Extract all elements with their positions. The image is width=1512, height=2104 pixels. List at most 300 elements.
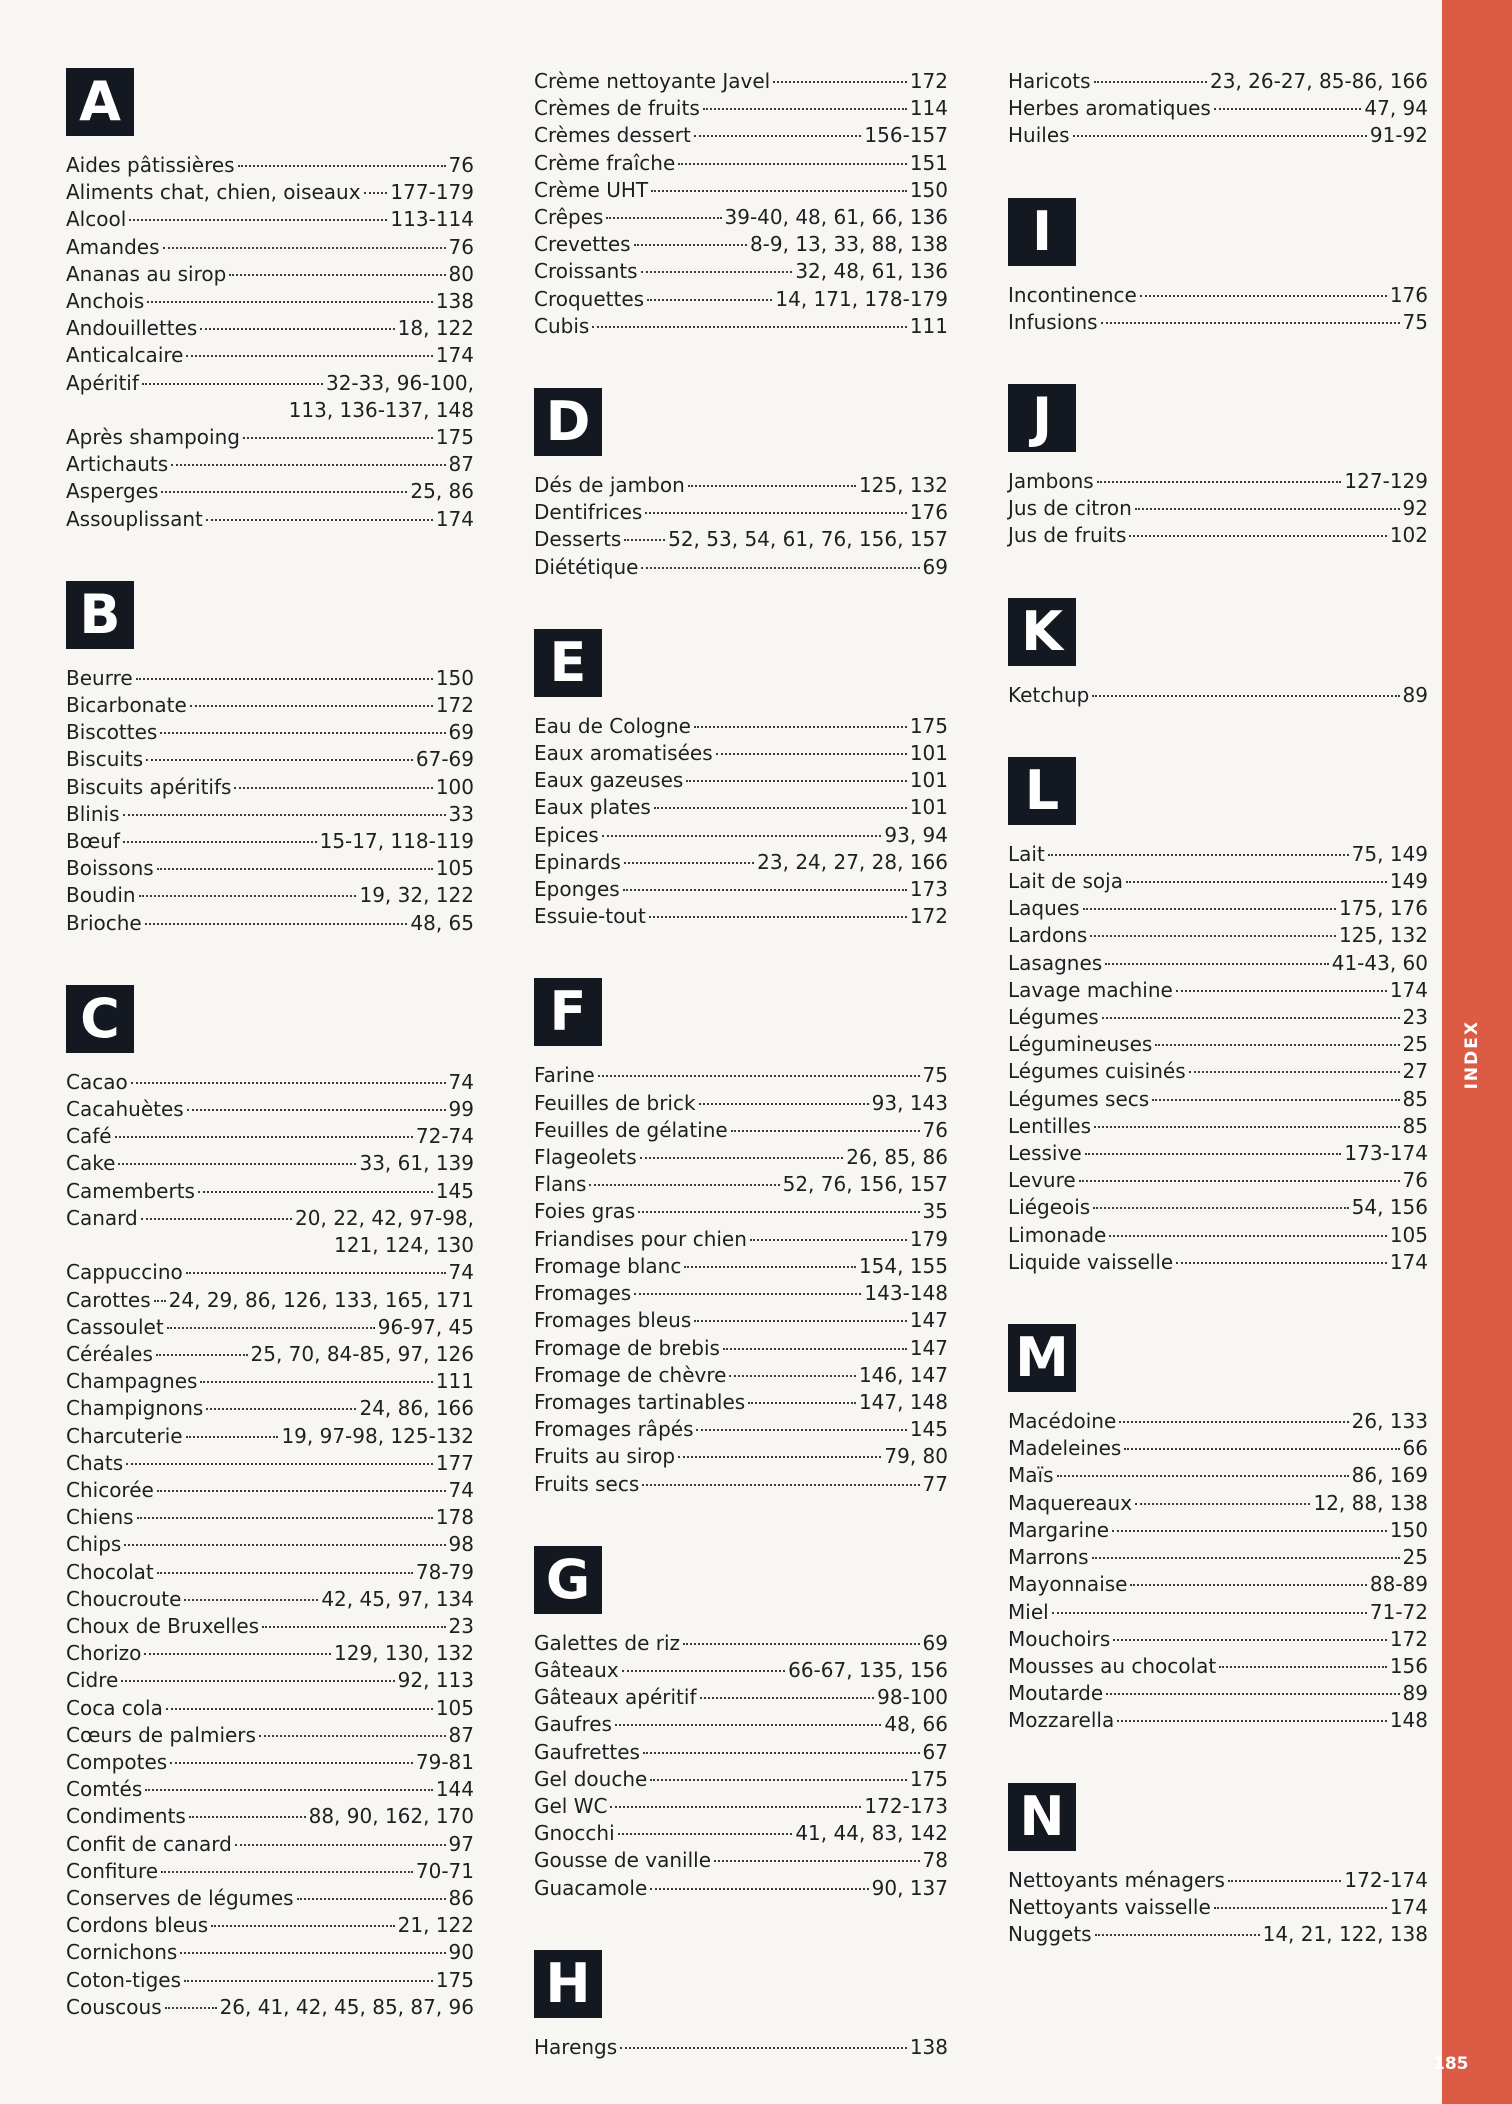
- index-entry: [66, 1803, 474, 1830]
- index-entry: [534, 2034, 948, 2061]
- entry-term: Liégeois: [1008, 1195, 1091, 1220]
- entry-term: Jus de fruits: [1008, 523, 1127, 548]
- index-entry: [534, 204, 948, 231]
- dot-leader: [186, 1436, 279, 1438]
- entry-pages: 19, 32, 122: [359, 883, 474, 908]
- entry-pages: 85: [1402, 1086, 1428, 1111]
- entry-term: Cubis: [534, 313, 590, 338]
- entry-pages: 75, 149: [1351, 841, 1428, 866]
- entry-term: Eaux gazeuses: [534, 768, 684, 793]
- entry-pages: 93, 94: [884, 822, 948, 847]
- index-entry: [534, 472, 948, 499]
- entry-term: Crèmes dessert: [534, 123, 691, 148]
- dot-leader: [602, 835, 882, 837]
- letter-heading-h: H: [534, 1950, 602, 2018]
- entry-term: Jus de citron: [1008, 496, 1132, 521]
- index-entry: [534, 68, 948, 95]
- entry-term: Gaufres: [534, 1712, 612, 1737]
- entry-pages: 175: [909, 713, 948, 738]
- dot-leader: [1214, 108, 1362, 110]
- entry-term: Gâteaux: [534, 1657, 619, 1682]
- entry-term: Alcool: [66, 207, 127, 232]
- entry-pages: 71-72: [1369, 1599, 1428, 1624]
- entry-term: Biscuits: [66, 747, 144, 772]
- entry-term: Blinis: [66, 801, 120, 826]
- entry-term: Incontinence: [1008, 282, 1137, 307]
- entry-term: Chiens: [66, 1505, 134, 1530]
- entry-term: Miel: [1008, 1599, 1049, 1624]
- entry-pages: 179: [909, 1226, 948, 1251]
- index-entry: [534, 1711, 948, 1738]
- index-entry: [1008, 1517, 1428, 1544]
- letter-heading-l: L: [1008, 757, 1076, 825]
- entry-term: Choux de Bruxelles: [66, 1613, 260, 1638]
- dot-leader: [589, 1184, 779, 1186]
- dot-leader: [1093, 1207, 1348, 1209]
- entry-term: Friandises pour chien: [534, 1226, 747, 1251]
- dot-leader: [634, 1293, 861, 1295]
- entry-pages: 89: [1402, 682, 1428, 707]
- index-entry: [1008, 1194, 1428, 1221]
- index-entry: [534, 1335, 948, 1362]
- entry-term: Fromage de brebis: [534, 1335, 720, 1360]
- entry-pages: 27: [1402, 1059, 1428, 1084]
- entry-term: Chips: [66, 1532, 122, 1557]
- entry-term: Légumineuses: [1008, 1032, 1153, 1057]
- dot-leader: [157, 1490, 446, 1492]
- dot-leader: [1112, 1530, 1387, 1532]
- entry-pages: 90, 137: [871, 1875, 948, 1900]
- entry-pages: 143-148: [864, 1281, 948, 1306]
- dot-leader: [1124, 1448, 1399, 1450]
- entry-pages: 69: [922, 554, 948, 579]
- dot-leader: [163, 247, 446, 249]
- index-entry: [66, 315, 474, 342]
- entry-term: Nettoyants ménagers: [1008, 1867, 1225, 1892]
- index-entry: [534, 231, 948, 258]
- index-entry: [534, 1117, 948, 1144]
- dot-leader: [137, 1517, 433, 1519]
- index-entry: [66, 1395, 474, 1422]
- dot-leader: [615, 1724, 881, 1726]
- index-entry: [66, 506, 474, 533]
- index-entry: [66, 1341, 474, 1368]
- index-entry: [66, 370, 474, 397]
- entry-pages: 80: [448, 261, 474, 286]
- index-entry: [534, 1793, 948, 1820]
- index-entry: [66, 1939, 474, 1966]
- entry-term: Ananas au sirop: [66, 261, 227, 286]
- entry-term: Champignons: [66, 1396, 204, 1421]
- entry-term: Eponges: [534, 877, 620, 902]
- entry-pages: 21, 122: [397, 1913, 474, 1938]
- section-c-entries: [66, 1069, 474, 2021]
- entry-pages: 54, 156: [1351, 1195, 1428, 1220]
- index-entry: [1008, 1140, 1428, 1167]
- letter-heading-m: M: [1008, 1324, 1076, 1392]
- index-entry: [534, 1144, 948, 1171]
- dot-leader: [1135, 1503, 1310, 1505]
- entry-pages: 105: [435, 856, 474, 881]
- letter-heading-j: J: [1008, 384, 1076, 452]
- entry-pages: 101: [909, 768, 948, 793]
- entry-term: Chorizo: [66, 1641, 142, 1666]
- index-entry: [1008, 841, 1428, 868]
- section-m-entries: [1008, 1408, 1428, 1734]
- letter-heading-d: D: [534, 388, 602, 456]
- entry-term: Céréales: [66, 1341, 153, 1366]
- index-entry: [66, 692, 474, 719]
- entry-pages: 111: [909, 313, 948, 338]
- index-entry: [66, 1586, 474, 1613]
- entry-pages: 77: [922, 1471, 948, 1496]
- dot-leader: [731, 1130, 920, 1132]
- entry-term: Galettes de riz: [534, 1630, 681, 1655]
- dot-leader: [1048, 854, 1349, 856]
- dot-leader: [234, 787, 432, 789]
- dot-leader: [166, 1708, 433, 1710]
- entry-pages: 156: [1389, 1653, 1428, 1678]
- entry-pages: 177: [435, 1450, 474, 1475]
- entry-term: Gâteaux apéritif: [534, 1685, 697, 1710]
- entry-term: Limonade: [1008, 1222, 1107, 1247]
- entry-pages: 105: [1389, 1222, 1428, 1247]
- index-entry: [66, 261, 474, 288]
- entry-term: Asperges: [66, 479, 159, 504]
- entry-pages: 150: [909, 177, 948, 202]
- letter-heading-g: G: [534, 1546, 602, 1614]
- entry-pages: 101: [909, 795, 948, 820]
- entry-pages: 92, 113: [397, 1668, 474, 1693]
- entry-pages: 138: [909, 2034, 948, 2059]
- entry-term: Crêpes: [534, 205, 604, 230]
- index-entry: [66, 1287, 474, 1314]
- entry-pages: 25: [1402, 1545, 1428, 1570]
- letter-heading-a: A: [66, 68, 134, 136]
- index-entry: [534, 150, 948, 177]
- index-entry: [1008, 122, 1428, 149]
- index-entry: [534, 554, 948, 581]
- entry-term: Infusions: [1008, 309, 1098, 334]
- index-entry: [534, 903, 948, 930]
- index-entry: [66, 1450, 474, 1477]
- dot-leader: [1155, 1044, 1399, 1046]
- dot-leader: [180, 1952, 445, 1954]
- index-entry: [534, 1198, 948, 1225]
- entry-pages: 121, 124, 130: [334, 1233, 474, 1258]
- dot-leader: [186, 355, 432, 357]
- dot-leader: [1117, 1720, 1387, 1722]
- index-entry: [66, 1695, 474, 1722]
- dot-leader: [686, 780, 906, 782]
- entry-pages: 23, 26-27, 85-86, 166: [1210, 69, 1428, 93]
- entry-term: Boudin: [66, 883, 136, 908]
- entry-pages: 8-9, 13, 33, 88, 138: [749, 232, 948, 257]
- entry-pages: 156-157: [864, 123, 948, 148]
- entry-term: Chicorée: [66, 1477, 154, 1502]
- entry-pages: 87: [448, 452, 474, 477]
- entry-term: Crème nettoyante Javel: [534, 69, 771, 93]
- letter-heading-c: C: [66, 985, 134, 1053]
- entry-pages: 172: [909, 904, 948, 929]
- index-entry: [1008, 682, 1428, 709]
- section-h-continued-entries: [1008, 68, 1428, 150]
- index-entry: [66, 1096, 474, 1123]
- entry-term: Fromages bleus: [534, 1308, 692, 1333]
- entry-pages: 12, 88, 138: [1313, 1490, 1428, 1515]
- index-entry: [66, 397, 474, 424]
- index-entry: [66, 1178, 474, 1205]
- entry-pages: 138: [435, 289, 474, 314]
- entry-pages: 173-174: [1344, 1141, 1428, 1166]
- index-entry: [1008, 1867, 1428, 1894]
- index-entry: [1008, 495, 1428, 522]
- index-entry: [1008, 1894, 1428, 1921]
- index-entry: [534, 1875, 948, 1902]
- index-entry: [66, 1722, 474, 1749]
- index-entry: [534, 526, 948, 553]
- entry-pages: 92: [1402, 496, 1428, 521]
- index-entry: [534, 1389, 948, 1416]
- entry-term: Huiles: [1008, 123, 1070, 148]
- entry-term: Aides pâtissières: [66, 153, 235, 177]
- entry-term: Laques: [1008, 896, 1080, 921]
- entry-term: Crème fraîche: [534, 150, 676, 175]
- entry-pages: 15-17, 118-119: [319, 829, 474, 854]
- index-entry: [66, 1613, 474, 1640]
- dot-leader: [165, 2007, 217, 2009]
- index-entry: [66, 1150, 474, 1177]
- entry-term: Gaufrettes: [534, 1739, 640, 1764]
- dot-leader: [206, 1408, 356, 1410]
- dot-leader: [1057, 1475, 1349, 1477]
- index-entry: [66, 910, 474, 937]
- entry-term: Cacahuètes: [66, 1097, 184, 1122]
- index-entry: [1008, 1058, 1428, 1085]
- entry-term: Margarine: [1008, 1517, 1110, 1542]
- entry-pages: 66-67, 135, 156: [788, 1657, 948, 1682]
- letter-heading-n: N: [1008, 1783, 1076, 1851]
- entry-pages: 35: [922, 1199, 948, 1224]
- dot-leader: [142, 383, 323, 385]
- entry-term: Après shampoing: [66, 425, 240, 450]
- dot-leader: [229, 274, 445, 276]
- section-c-continued-entries: [534, 68, 948, 340]
- dot-leader: [723, 1348, 907, 1350]
- entry-term: Jambons: [1008, 469, 1094, 494]
- dot-leader: [1092, 695, 1399, 697]
- entry-term: Assouplissant: [66, 506, 203, 531]
- entry-pages: 67: [922, 1739, 948, 1764]
- entry-term: Amandes: [66, 234, 160, 259]
- entry-pages: 24, 29, 86, 126, 133, 165, 171: [168, 1287, 474, 1312]
- entry-term: Confiture: [66, 1858, 159, 1883]
- entry-term: Cacao: [66, 1069, 128, 1094]
- entry-pages: 48, 66: [884, 1712, 948, 1737]
- entry-pages: 86, 169: [1351, 1463, 1428, 1488]
- index-entry: [534, 822, 948, 849]
- entry-pages: 173: [909, 877, 948, 902]
- index-entry: [66, 1559, 474, 1586]
- index-entry: [66, 206, 474, 233]
- entry-term: Feuilles de brick: [534, 1090, 696, 1115]
- dot-leader: [1135, 508, 1400, 510]
- entry-pages: 145: [909, 1417, 948, 1442]
- entry-term: Gel WC: [534, 1793, 608, 1818]
- index-entry: [534, 1471, 948, 1498]
- dot-leader: [643, 1752, 920, 1754]
- section-a-entries: [66, 152, 474, 533]
- entry-pages: 97: [448, 1831, 474, 1856]
- letter-heading-i: I: [1008, 198, 1076, 266]
- dot-leader: [694, 135, 862, 137]
- entry-pages: 113-114: [390, 207, 474, 232]
- entry-term: Flans: [534, 1172, 587, 1197]
- entry-term: Fromage blanc: [534, 1253, 682, 1278]
- dot-leader: [259, 1735, 446, 1737]
- entry-pages: 78: [922, 1848, 948, 1873]
- entry-pages: 25, 70, 84-85, 97, 126: [250, 1341, 474, 1366]
- entry-term: Liquide vaisselle: [1008, 1249, 1174, 1274]
- dot-leader: [1126, 881, 1387, 883]
- entry-term: Lardons: [1008, 923, 1088, 948]
- index-entry: [1008, 1544, 1428, 1571]
- section-i-entries: [1008, 282, 1428, 336]
- index-entry: [66, 828, 474, 855]
- entry-pages: 90: [448, 1940, 474, 1965]
- index-entry: [1008, 95, 1428, 122]
- dot-leader: [1140, 295, 1387, 297]
- index-entry: [66, 774, 474, 801]
- entry-term: Beurre: [66, 665, 133, 690]
- entry-term: Mousses au chocolat: [1008, 1653, 1217, 1678]
- entry-term: Madeleines: [1008, 1436, 1122, 1461]
- index-entry: [1008, 1462, 1428, 1489]
- entry-pages: 101: [909, 741, 948, 766]
- entry-term: Dentifrices: [534, 500, 643, 525]
- dot-leader: [157, 868, 433, 870]
- index-entry: [534, 313, 948, 340]
- dot-leader: [678, 1456, 881, 1458]
- entry-term: Carottes: [66, 1287, 151, 1312]
- index-entry: [66, 1368, 474, 1395]
- index-entry: [66, 1885, 474, 1912]
- index-entry: [66, 1831, 474, 1858]
- dot-leader: [641, 271, 793, 273]
- dot-leader: [146, 759, 413, 761]
- entry-pages: 154, 155: [858, 1253, 948, 1278]
- dot-leader: [624, 539, 665, 541]
- index-entry: [66, 1504, 474, 1531]
- dot-leader: [650, 1888, 868, 1890]
- dot-leader: [694, 1320, 907, 1322]
- dot-leader: [620, 2047, 907, 2049]
- entry-pages: 14, 21, 122, 138: [1262, 1921, 1428, 1946]
- dot-leader: [1152, 1099, 1399, 1101]
- dot-leader: [198, 1191, 433, 1193]
- entry-pages: 18, 122: [397, 316, 474, 341]
- entry-pages: 102: [1389, 523, 1428, 548]
- entry-term: Croissants: [534, 259, 638, 284]
- entry-pages: 88, 90, 162, 170: [308, 1804, 474, 1829]
- index-entry: [1008, 1004, 1428, 1031]
- entry-term: Diététique: [534, 554, 639, 579]
- dot-leader: [190, 705, 433, 707]
- index-entry: [534, 1820, 948, 1847]
- entry-term: Epinards: [534, 849, 621, 874]
- entry-pages: 66: [1402, 1436, 1428, 1461]
- entry-pages: 32-33, 96-100,: [325, 370, 474, 395]
- entry-pages: 114: [909, 96, 948, 121]
- index-entry: [534, 1280, 948, 1307]
- dot-leader: [186, 1272, 446, 1274]
- index-entry: [534, 1362, 948, 1389]
- entry-term: Maquereaux: [1008, 1490, 1133, 1515]
- entry-pages: 174: [1389, 1894, 1428, 1919]
- dot-leader: [641, 567, 919, 569]
- section-j-entries: [1008, 468, 1428, 550]
- index-entry: [66, 801, 474, 828]
- entry-term: Coton-tiges: [66, 1967, 181, 1992]
- index-entry: [1008, 1222, 1428, 1249]
- entry-pages: 96-97, 45: [377, 1314, 474, 1339]
- dot-leader: [649, 916, 907, 918]
- index-entry: [1008, 1680, 1428, 1707]
- entry-pages: 87: [448, 1722, 474, 1747]
- index-entry: [66, 1776, 474, 1803]
- entry-pages: 172-173: [864, 1793, 948, 1818]
- dot-leader: [189, 1816, 306, 1818]
- dot-leader: [1079, 1180, 1400, 1182]
- entry-pages: 175, 176: [1338, 896, 1428, 921]
- dot-leader: [156, 1354, 248, 1356]
- dot-leader: [200, 328, 394, 330]
- entry-term: Nettoyants vaisselle: [1008, 1894, 1211, 1919]
- index-entry: [1008, 1599, 1428, 1626]
- entry-pages: 150: [1389, 1517, 1428, 1542]
- entry-pages: 24, 86, 166: [359, 1396, 474, 1421]
- index-entry: [66, 424, 474, 451]
- index-entry: [66, 342, 474, 369]
- dot-leader: [167, 1327, 375, 1329]
- entry-term: Apéritif: [66, 370, 139, 395]
- dot-leader: [773, 81, 907, 83]
- entry-term: Macédoine: [1008, 1409, 1117, 1434]
- dot-leader: [622, 1670, 785, 1672]
- entry-pages: 176: [909, 500, 948, 525]
- entry-term: Aliments chat, chien, oiseaux: [66, 180, 361, 205]
- index-entry: [534, 1307, 948, 1334]
- index-entry: [66, 1640, 474, 1667]
- section-g-entries: [534, 1630, 948, 1902]
- dot-leader: [647, 299, 772, 301]
- entry-term: Anticalcaire: [66, 343, 184, 368]
- dot-leader: [1129, 535, 1386, 537]
- entry-pages: 148: [1389, 1708, 1428, 1733]
- entry-term: Choucroute: [66, 1586, 182, 1611]
- entry-pages: 25, 86: [410, 479, 474, 504]
- entry-term: Biscottes: [66, 720, 158, 745]
- letter-heading-e: E: [534, 629, 602, 697]
- dot-leader: [1097, 481, 1342, 483]
- entry-term: Chocolat: [66, 1559, 154, 1584]
- entry-pages: 41, 44, 83, 142: [795, 1821, 948, 1846]
- entry-pages: 172: [1389, 1626, 1428, 1651]
- entry-term: Cidre: [66, 1668, 119, 1693]
- index-entry: [66, 1858, 474, 1885]
- dot-leader: [123, 841, 317, 843]
- dot-leader: [184, 1980, 433, 1982]
